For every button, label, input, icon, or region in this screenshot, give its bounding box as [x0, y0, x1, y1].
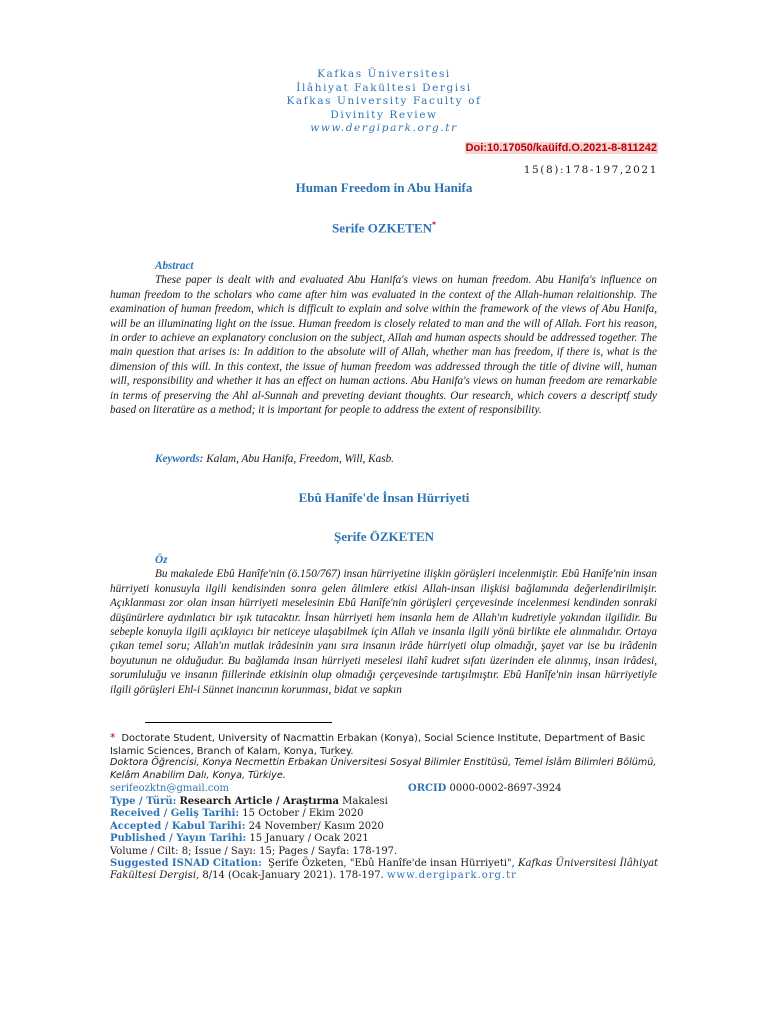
contact-line — [110, 783, 670, 795]
volume-line: Volume / Cilt: 8; Issue / Sayı: 15; Pages / Sayfa: 178-197. — [110, 846, 398, 857]
oz-label: Öz — [155, 554, 168, 566]
oz-text: Bu makalede Ebû Hanîfe'nin (ö.150/767) insan hürriyetine ilişkin görüşleri incelenmiştir. Ebû Hanîfe'nin insan hürriyeti konusuyla ilgili kendisinden sonra gelen âlimlere etkisi Allah-insan ilişkisi bağlamında değerlendirilmişir. Açıklanması zor olan insan hürriyeti meselesinin Ebû Hanîfe'nin görüşleri çerçevesinde incelenmesi kendinden sonraki düşünürlere aydınlatıcı bir ışık tutacaktır. İnsan hürriyeti hem insanla hem de Allah'ın kudretiyle yakından ilgilidir. Bu sebeple konuyla ilgili açıklayıcı bir neticeye ulaşabilmek için Allah ve insanla ilgili yönü birlikte ele alınmalıdır. Ortaya çıkan temel soru; Allah'ın mutlak irâdesinin yanı sıra insanın irâde hürriyeti olup olmadığı, şayet var ise bu irâdenin boyutunun ne olduğudur. Bu bağlamda insan hürriyeti meselesi ilahî kudret sıfatı üzerinden ele alınmış, insan irâdesi, sorumluluğu ve insanın fiillerinde etkisinin olup olmadığı çerçevesinde tartışılmıştır. Ebû Hanîfe'nin insan hürriyetiyle ilgili görüşleri Ehl-i Sünnet inancının korunması, bidat ve sapkın — [110, 568, 657, 696]
accepted-label: Accepted / Kabul Tarihi: — [110, 821, 246, 832]
journal-header — [0, 68, 768, 136]
keywords-label: Keywords: — [155, 453, 204, 465]
abstract-label: Abstract — [155, 260, 194, 272]
received-value: 15 October / Ekim 2020 — [242, 808, 364, 819]
journal-subtitle-en: Divinity Review — [330, 108, 438, 121]
footnote-english — [110, 732, 658, 758]
journal-name-en: Kafkas University Faculty of — [286, 95, 482, 107]
citation-text: Şerife Özketen, "Ebû Hanîfe'de insan Hürriyeti", — [268, 858, 515, 869]
footnote-star: * — [110, 731, 116, 744]
accepted-date — [110, 821, 670, 833]
footnote-text: Doctorate Student, University of Nacmattin Erbakan (Konya), Social Science Institute, Department of Basic Islamic Sciences, Branch of Kalam, Konya, Turkey. — [110, 733, 646, 757]
orcid-value[interactable]: 0000-0002-8697-3924 — [449, 783, 562, 794]
footnote-turkish: Doktora Öğrencisi, Konya Necmettin Erbakan Üniversitesi Sosyal Bilimler Enstitüsü, Temel İslâm Bilimleri Bölümü, Kelâm Anabilim Dalı, Konya, Türkiye. — [110, 757, 657, 781]
type-label: Type / Türü: — [110, 796, 177, 807]
received-label: Received / Geliş Tarihi: — [110, 808, 240, 819]
received-date — [110, 808, 670, 820]
english-title: Human Freedom in Abu Hanifa — [295, 180, 473, 195]
turkish-abstract — [110, 553, 657, 697]
journal-name-tr: Kafkas Üniversitesi — [317, 68, 451, 80]
citation-url[interactable]: www.dergipark.org.tr — [387, 870, 517, 882]
turkish-title: Ebû Hanîfe'de İnsan Hürriyeti — [298, 490, 470, 505]
journal-subtitle-tr: İlâhiyat Fakültesi Dergisi — [296, 81, 472, 94]
citation-pages: 8/14 (Ocak-January 2021). 178-197. — [202, 870, 384, 882]
author-name: Serife OZKETEN — [331, 220, 433, 236]
turkish-author: Şerife ÖZKETEN — [333, 529, 435, 544]
email-link[interactable]: serifeozktn@gmail.com — [110, 783, 229, 794]
type-value: Research Article / Araştırma — [179, 796, 339, 807]
published-label: Published / Yayın Tarihi: — [110, 833, 247, 844]
citation-journal: Kafkas Üniversitesi İlâhiyat Fakültesi Dergisi, — [110, 858, 659, 882]
type-suffix: Makalesi — [342, 796, 388, 807]
journal-url[interactable]: www.dergipark.org.tr — [310, 122, 458, 134]
english-abstract — [110, 259, 657, 417]
footnote-marker[interactable]: * — [432, 220, 437, 229]
english-author — [0, 220, 768, 236]
orcid — [408, 783, 561, 795]
published-date — [110, 833, 670, 845]
footnote-divider — [145, 722, 332, 723]
citation-label: Suggested ISNAD Citation: — [110, 858, 262, 869]
orcid-label: ORCID — [408, 783, 447, 794]
isnad-citation — [110, 858, 670, 883]
abstract-text: These paper is dealt with and evaluated Abu Hanifa's views on human freedom. Abu Hanifa's influence on human freedom to the scholars who came after him was evaluated in the context of the Allah-human relaitionship. The examination of human freedom, which is difficult to explain and solve within the framework of the views of Abu Hanifa, will be an illuminating light on the issue. Human freedom is closely related to man and the will of Allah. Fort his reason, in order to achieve an explanatory conclusion on the subject, Allah and human aspects should be addressed together. The main question that arises is: In addition to the absolute will of Allah, whether man has freedom, if there is, what is the dimension of this will. In this context, the issue of human freedom was addressed through the title of divine will, human will, responsibility and whether it has an effect on human actions. Abu Hanifa's views on human freedom are remarkable in terms of preserving the Ahl al-Sunnah and preveting deviant thoughts. Our research, which covers a descriptf study based on literatüre as a method; it is important for people to address the extent of responsibility. — [110, 274, 657, 417]
doi-label[interactable]: Doi:10.17050/kaüifd.O.2021-8-811242 — [465, 142, 657, 154]
article-type — [110, 796, 670, 808]
keywords-text: Kalam, Abu Hanifa, Freedom, Will, Kasb. — [206, 453, 394, 465]
keywords — [110, 452, 657, 466]
issue-pages: 15(8):178-197,2021 — [523, 164, 658, 176]
accepted-value: 24 November/ Kasım 2020 — [248, 821, 384, 832]
published-value: 15 January / Ocak 2021 — [249, 833, 369, 844]
